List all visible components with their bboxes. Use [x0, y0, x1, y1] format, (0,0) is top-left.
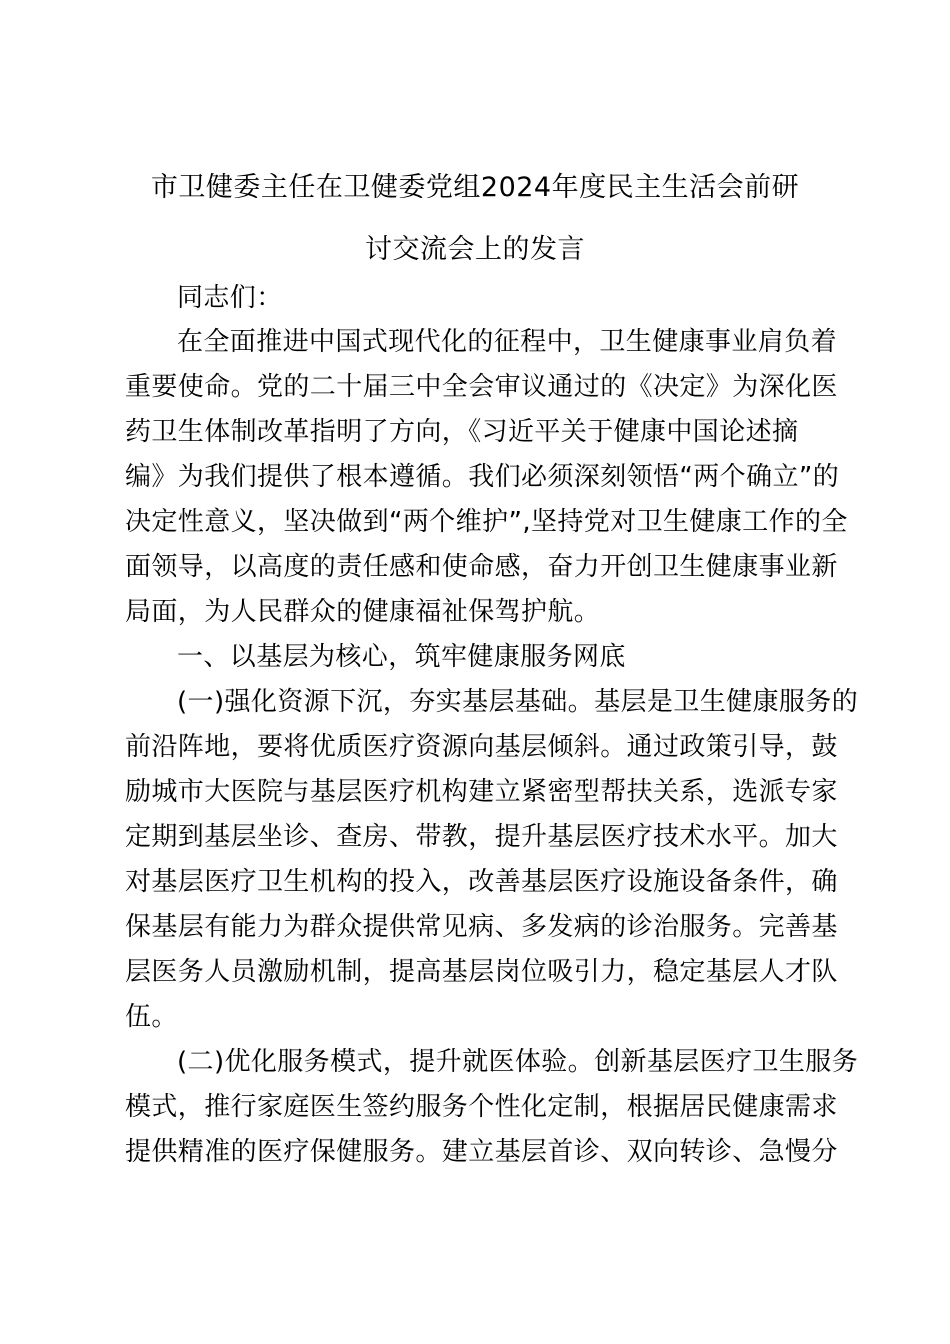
document-title-line-1: 市卫健委主任在卫健委党组2024年度民主生活会前研 — [150, 172, 800, 203]
salutation: 同志们： — [177, 283, 283, 313]
body-line: 药卫生体制改革指明了方向，《习近平关于健康中国论述摘 — [125, 417, 799, 447]
body-line: 定期到基层坐诊、查房、带教，提升基层医疗技术水平。加大 — [125, 822, 838, 852]
body-line: 决定性意义，坚决做到“两个维护”,坚持党对卫生健康工作的全 — [125, 507, 848, 537]
body-line: 保基层有能力为群众提供常见病、多发病的诊治服务。完善基 — [125, 912, 838, 942]
section-heading: 一、以基层为核心，筑牢健康服务网底 — [177, 642, 626, 672]
body-line: 伍。 — [125, 1002, 178, 1032]
body-line: 局面，为人民群众的健康福祉保驾护航。 — [125, 597, 601, 627]
body-line: 重要使命。党的二十届三中全会审议通过的《决定》为深化医 — [125, 372, 838, 402]
body-line: 对基层医疗卫生机构的投入，改善基层医疗设施设备条件，确 — [125, 867, 838, 897]
body-line: 前沿阵地，要将优质医疗资源向基层倾斜。通过政策引导，鼓 — [125, 732, 838, 762]
body-line: 面领导，以高度的责任感和使命感，奋力开创卫生健康事业新 — [125, 552, 838, 582]
body-line: 模式，推行家庭医生签约服务个性化定制，根据居民健康需求 — [125, 1092, 838, 1122]
body-line: (一)强化资源下沉，夯实基层基础。基层是卫生健康服务的 — [177, 687, 859, 717]
document-title-line-2: 讨交流会上的发言 — [365, 234, 585, 265]
body-line: (二)优化服务模式，提升就医体验。创新基层医疗卫生服务 — [177, 1047, 859, 1077]
body-line: 提供精准的医疗保健服务。建立基层首诊、双向转诊、急慢分 — [125, 1137, 838, 1167]
body-line: 层医务人员激励机制，提高基层岗位吸引力，稳定基层人才队 — [125, 957, 838, 987]
body-line: 在全面推进中国式现代化的征程中，卫生健康事业肩负着 — [177, 327, 838, 357]
body-line: 编》为我们提供了根本遵循。我们必须深刻领悟“两个确立”的 — [125, 462, 840, 492]
body-line: 励城市大医院与基层医疗机构建立紧密型帮扶关系，选派专家 — [125, 777, 838, 807]
